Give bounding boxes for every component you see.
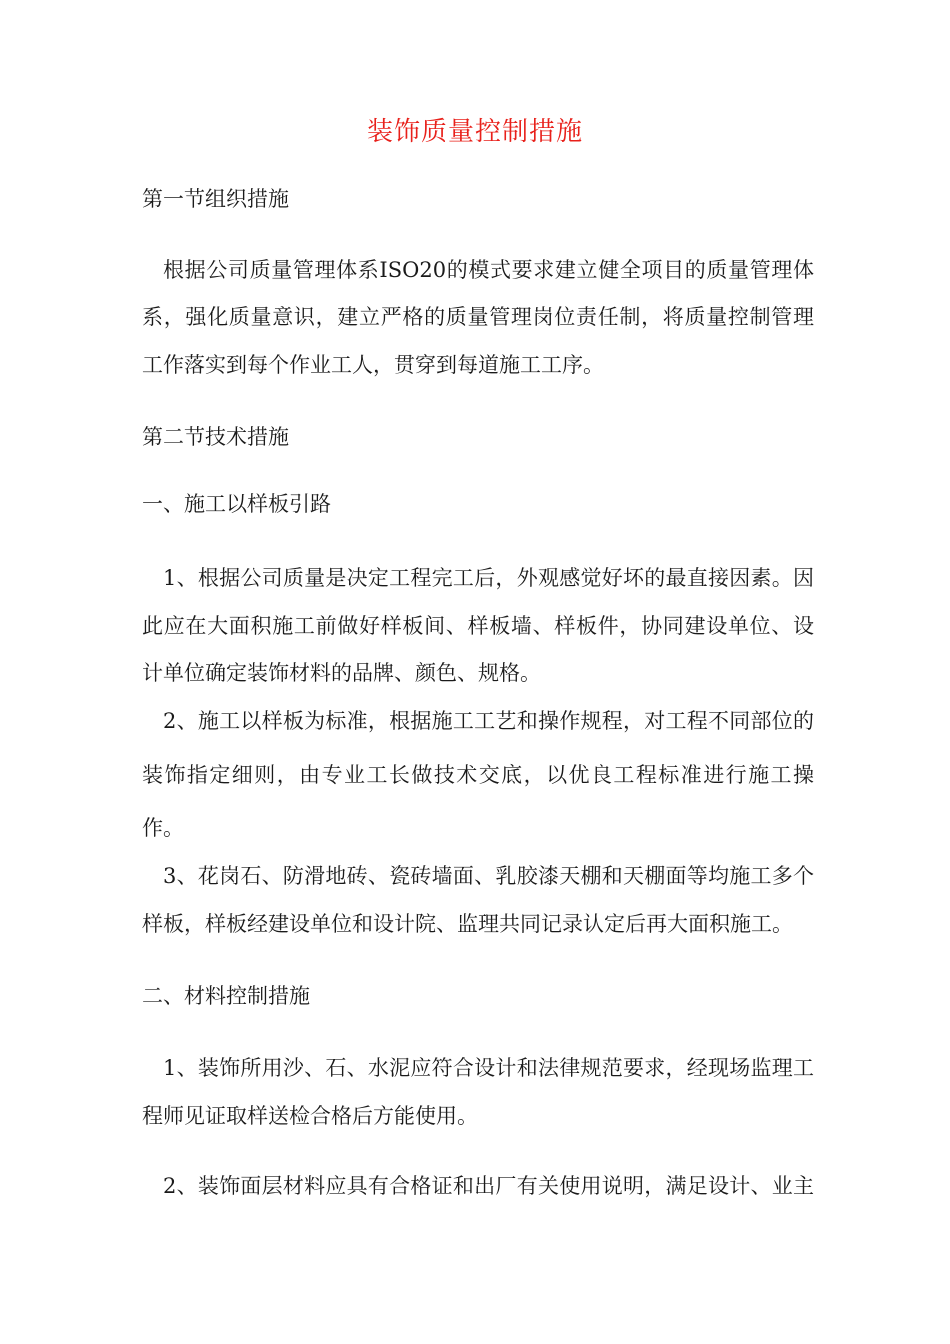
paragraph-line: 2、施工以样板为标准，根据施工工艺和操作规程，对工程不同部位的 bbox=[163, 709, 814, 733]
paragraph-line: 系，强化质量意识，建立严格的质量管理岗位责任制，将质量控制管理 bbox=[142, 305, 814, 329]
paragraph-line: 工作落实到每个作业工人，贯穿到每道施工工序。 bbox=[142, 353, 604, 377]
paragraph-line: 1、根据公司质量是决定工程完工后，外观感觉好坏的最直接因素。因 bbox=[163, 566, 814, 590]
document-title: 装饰质量控制措施 bbox=[366, 117, 583, 147]
paragraph-line: 样板，样板经建设单位和设计院、监理共同记录认定后再大面积施工。 bbox=[142, 912, 793, 936]
paragraph-line: 3、花岗石、防滑地砖、瓷砖墙面、乳胶漆天棚和天棚面等均施工多个 bbox=[163, 864, 814, 888]
paragraph-line: 程师见证取样送检合格后方能使用。 bbox=[142, 1104, 478, 1128]
paragraph-line: 2、装饰面层材料应具有合格证和出厂有关使用说明，满足设计、业主 bbox=[163, 1174, 814, 1198]
paragraph-line: 此应在大面积施工前做好样板间、样板墙、样板件，协同建设单位、设 bbox=[142, 614, 814, 638]
subsection-heading-materials: 二、材料控制措施 bbox=[142, 984, 310, 1008]
paragraph-line: 作。 bbox=[142, 816, 184, 840]
section-heading-technical: 第二节技术措施 bbox=[142, 425, 289, 449]
section-heading-organization: 第一节组织措施 bbox=[142, 187, 289, 211]
paragraph-line: 装饰指定细则，由专业工长做技术交底，以优良工程标准进行施工操 bbox=[142, 763, 814, 787]
subsection-heading-sample: 一、施工以样板引路 bbox=[142, 492, 331, 516]
paragraph-line: 计单位确定装饰材料的品牌、颜色、规格。 bbox=[142, 661, 541, 685]
paragraph-line: 根据公司质量管理体系ISO20的模式要求建立健全项目的质量管理体 bbox=[163, 258, 814, 282]
paragraph-line: 1、装饰所用沙、石、水泥应符合设计和法律规范要求，经现场监理工 bbox=[163, 1056, 814, 1080]
